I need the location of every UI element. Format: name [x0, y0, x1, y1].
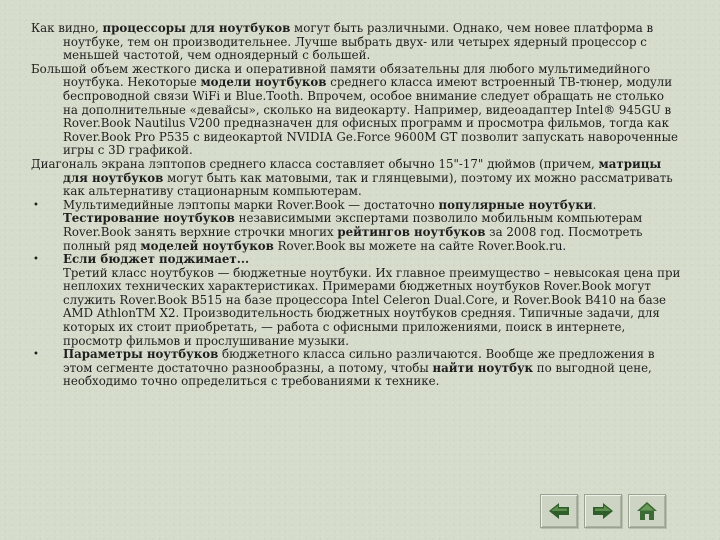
bullet-text-roverbook — [63, 198, 642, 253]
bullet-text-parameters — [63, 347, 655, 388]
paragraph-screen-diagonal — [31, 158, 681, 199]
text-run: по выгодной цене, необходимо точно определиться с требованиями к технике. — [63, 360, 652, 389]
bold-text-run: Если бюджет поджимает... — [63, 252, 250, 267]
next-slide-button[interactable] — [584, 494, 622, 528]
previous-slide-button[interactable] — [540, 494, 578, 528]
text-run: Большой объем жесткого диска и оперативной памяти обязательны для любого мультимедийного ноутбука. Некоторые — [31, 61, 651, 90]
text-run: Третий класс ноутбуков — бюджетные ноутбуки. Их главное преимущество – невысокая цена при неплохих технических характеристиках. Примерами бюджетных ноутбуков Rover.Book могут служить Rover.Book B515 на базе процессора Intel Celeron Dual.Core, и Rover.Book B410 на базе AMD AthlonTM X2. Производительность бюджетных ноутбуков средняя. Типичные задачи, для которых их стоит приобретать, — работа с офисными приложениями, поиск в интернете, просмотр фильмов и прослушивание музыки. — [63, 265, 681, 348]
bullet-marker: • — [33, 199, 39, 211]
bullet-marker: • — [33, 254, 39, 266]
text-run: . — [592, 197, 597, 212]
paragraph-storage-video — [31, 63, 681, 158]
slide-text-body — [31, 22, 681, 389]
bullet-item-parameters — [31, 348, 681, 389]
slide-navigation — [540, 494, 666, 528]
arrow-right-icon — [591, 501, 615, 521]
bold-text-run: рейтингов ноутбуков — [337, 224, 486, 239]
bold-text-run: Тестирование ноутбуков — [63, 211, 235, 226]
arrow-left-icon — [547, 501, 571, 521]
bullet-item-roverbook — [31, 199, 681, 253]
home-icon — [635, 500, 659, 522]
text-run: Rover.Book вы можете на сайте Rover.Book.ru. — [273, 238, 567, 253]
bold-text-run: матрицы для ноутбуков — [63, 156, 662, 185]
bullet-text-budget — [63, 252, 680, 348]
bold-text-run: процессоры для ноутбуков — [102, 21, 291, 35]
text-run: среднего класса имеют встроенный ТВ-тюнер, модули беспроводной связи WiFi и Blue.Tooth. Впрочем, особое внимание следует обращать не столько на дополнительные «девайсы», сколько на видеокарту. Например, видеоадаптер Intel® 945GU в Rover.Book Nautilus V200 предназначен для офисных программ и просмотра фильмов, тогда как Rover.Book Pro P535 с видеокартой NVIDIA Ge.Force 9600M GT позволит запускать навороченные игры с 3D графикой. — [63, 75, 679, 158]
home-slide-button[interactable] — [628, 494, 666, 528]
text-run: Диагональ экрана лэптопов среднего класса составляет обычно 15"-17" дюймов (причем, — [31, 156, 599, 171]
bullet-item-budget — [31, 253, 681, 348]
text-run: независимыми экспертами позволило мобильным компьютерам Rover.Book занять верхние строчки многих — [63, 211, 643, 239]
text-run: могут быть как матовыми, так и глянцевыми), поэтому их можно рассматривать как альтернативу стационарным компьютерам. — [63, 170, 673, 199]
paragraph-processors — [31, 22, 681, 63]
text-run: могут быть различными. Однако, чем новее платформа в ноутбуке, тем он производительнее. Лучше выбрать двух- или четырех ядерный процессор с меньшей частотой, чем одноядерный с большей. — [63, 21, 654, 63]
bold-text-run: Параметры ноутбуков — [63, 347, 219, 362]
text-run: Мультимедийные лэптопы марки Rover.Book — достаточно — [63, 197, 439, 212]
text-run: Как видно, — [31, 21, 103, 35]
bold-text-run: популярные ноутбуки — [438, 197, 593, 212]
text-run: бюджетного класса сильно различаются. Вообще же предложения в этом сегменте достаточно разнообразны, а потому, чтобы — [63, 347, 655, 375]
bold-text-run: модели ноутбуков — [200, 75, 327, 90]
bold-text-run: моделей ноутбуков — [140, 238, 274, 253]
bold-text-run: найти ноутбук — [432, 360, 534, 375]
text-run: за 2008 год. Посмотреть полный ряд — [63, 224, 643, 253]
bullet-marker: • — [33, 349, 39, 361]
